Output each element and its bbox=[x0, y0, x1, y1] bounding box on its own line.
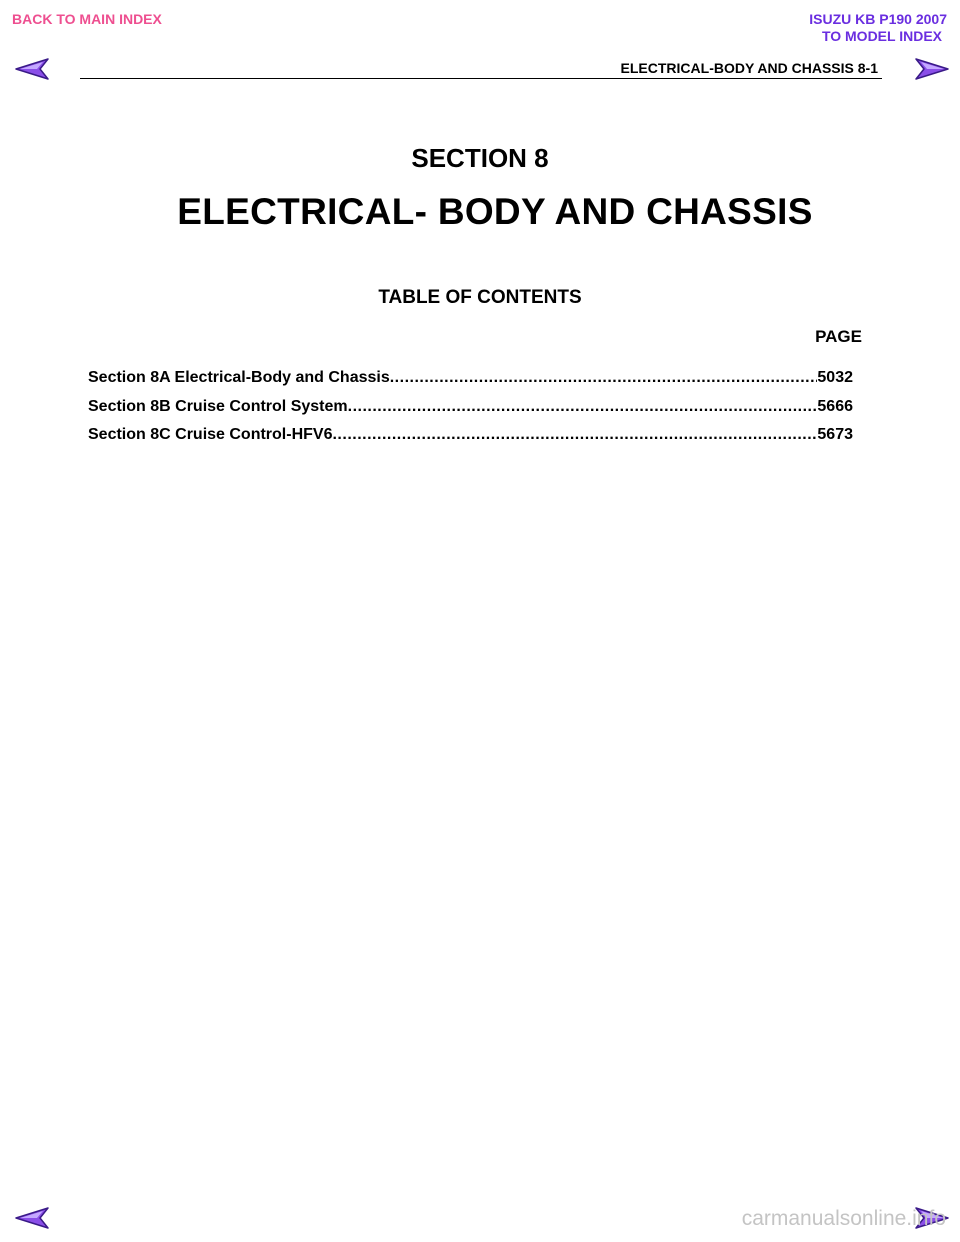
model-title-link[interactable]: ISUZU KB P190 2007 bbox=[809, 11, 947, 27]
right-arrow-icon[interactable] bbox=[912, 56, 952, 82]
to-model-index-link[interactable]: TO MODEL INDEX bbox=[821, 28, 942, 44]
toc-entry-8c[interactable] bbox=[88, 426, 853, 455]
toc-entry-label: Section 8A Electrical-Body and Chassis bbox=[88, 369, 390, 386]
toc-entry-8a[interactable] bbox=[88, 369, 853, 398]
toc-title: TABLE OF CONTENTS bbox=[378, 287, 582, 308]
running-header: ELECTRICAL-BODY AND CHASSIS 8-1 bbox=[620, 60, 878, 76]
section-number: SECTION 8 bbox=[411, 143, 549, 173]
left-arrow-icon[interactable] bbox=[12, 56, 52, 82]
toc-dot-leader bbox=[390, 369, 818, 387]
watermark: carmanualsonline.info bbox=[741, 1207, 946, 1230]
toc-entry-label: Section 8B Cruise Control System bbox=[88, 397, 348, 415]
section-title: ELECTRICAL- BODY AND CHASSIS bbox=[177, 191, 813, 232]
back-to-main-index-link[interactable]: BACK TO MAIN INDEX bbox=[12, 11, 162, 27]
toc-entry-label: Section 8C Cruise Control-HFV6 bbox=[88, 426, 333, 443]
toc-dot-leader bbox=[332, 426, 817, 444]
left-arrow-icon[interactable] bbox=[12, 1205, 52, 1231]
page-column-header: PAGE bbox=[815, 327, 862, 346]
toc-entry-page: 5666 bbox=[817, 397, 853, 415]
toc-list bbox=[88, 369, 853, 455]
header-rule bbox=[80, 78, 882, 79]
toc-entry-page: 5673 bbox=[817, 426, 853, 443]
toc-dot-leader bbox=[348, 398, 818, 416]
toc-entry-page: 5032 bbox=[817, 369, 853, 386]
toc-entry-8b[interactable] bbox=[88, 398, 853, 427]
